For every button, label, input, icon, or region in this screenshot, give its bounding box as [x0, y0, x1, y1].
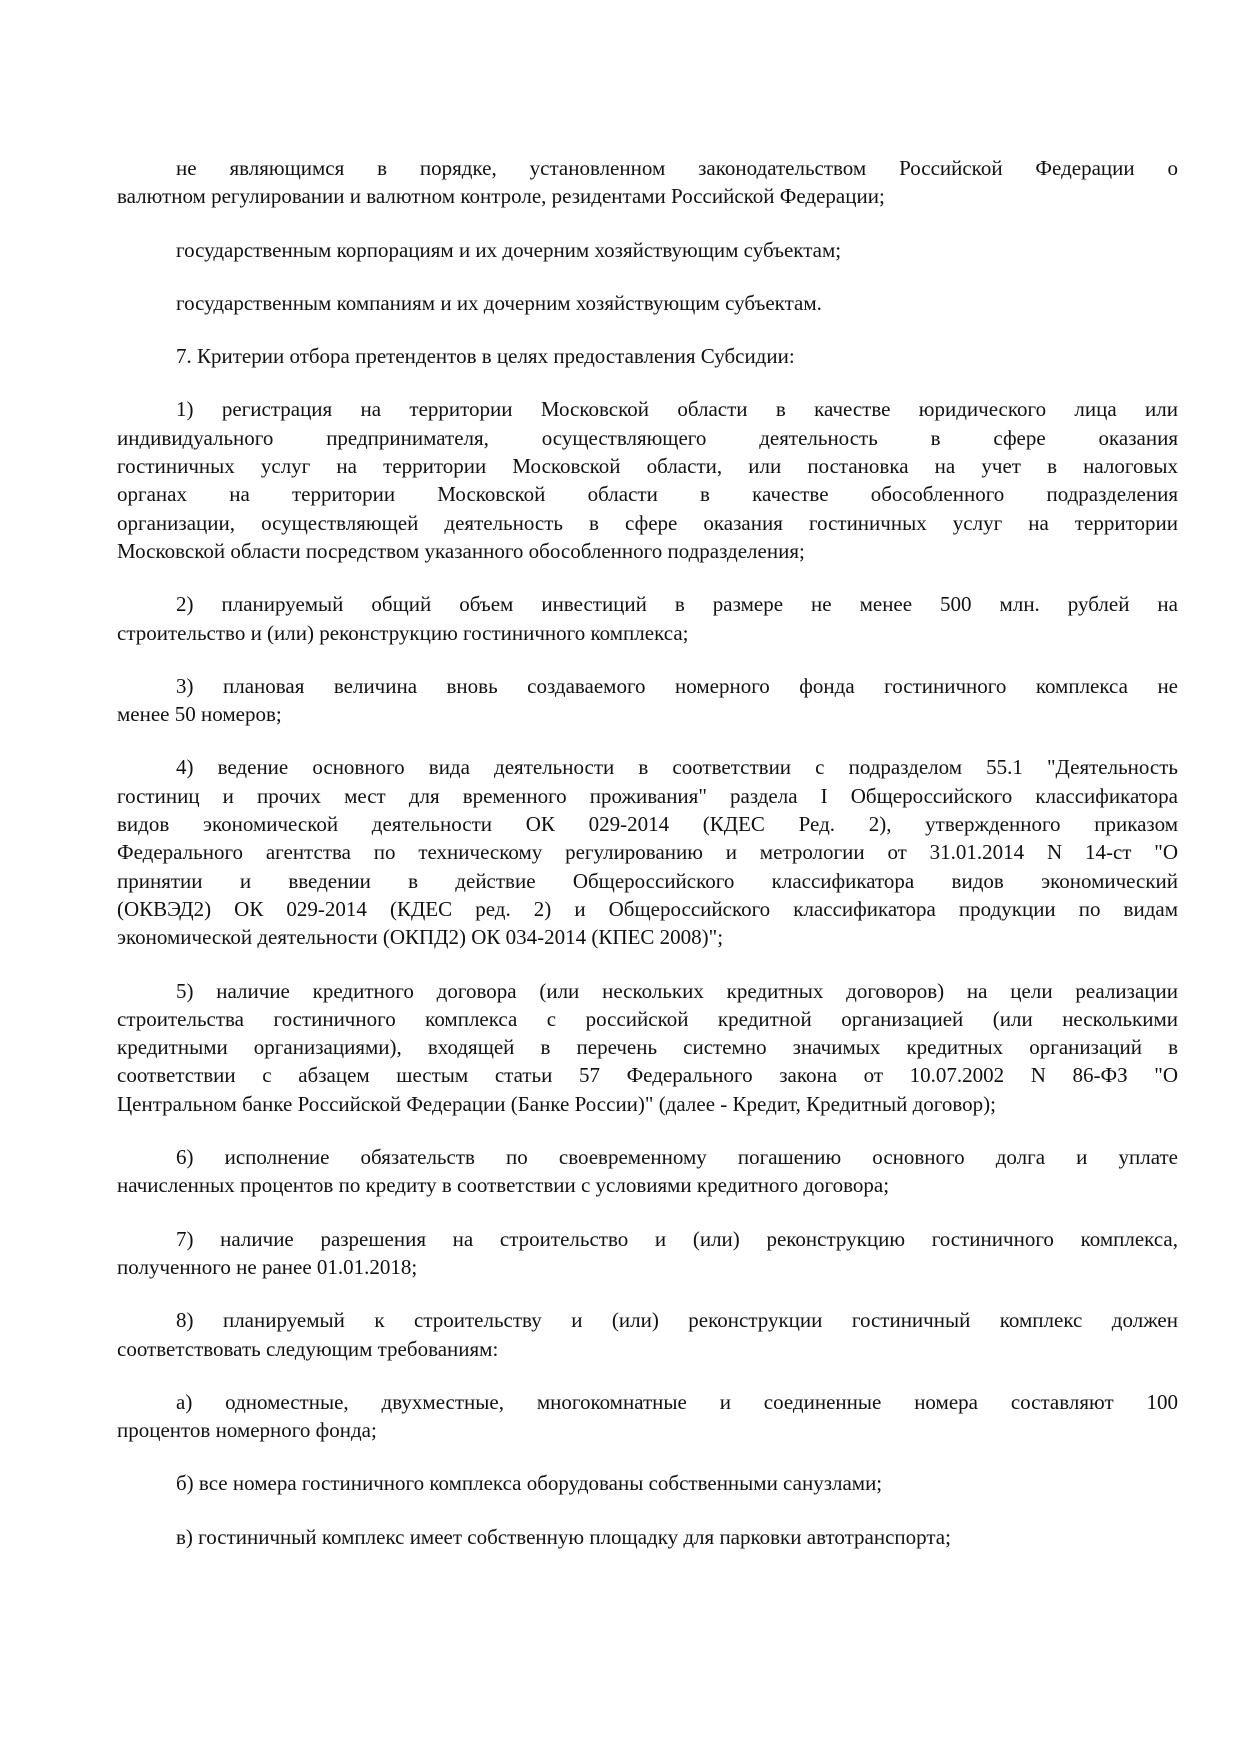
text-line: не являющимся в порядке, установленном законодательством Российской Федерации о	[176, 156, 1178, 180]
paragraph	[117, 590, 1178, 647]
text-line: государственным корпорациям и их дочерним хозяйствующим субъектам;	[176, 237, 842, 262]
text-line: а) одноместные, двухместные, многокомнатные и соединенные номера составляют 100	[176, 1389, 1178, 1414]
text-line: строительства гостиничного комплекса с российской кредитной организацией (или несколькими	[117, 1006, 1178, 1031]
paragraph	[117, 753, 1178, 951]
paragraph	[117, 1388, 1178, 1445]
text-line: 3) плановая величина вновь создаваемого номерного фонда гостиничного комплекса не	[176, 673, 1178, 698]
text-line: Московской области посредством указанного обособленного подразделения;	[117, 538, 805, 563]
text-line: 5) наличие кредитного договора (или нескольких кредитных договоров) на цели реализации	[176, 978, 1178, 1003]
text-line: 7) наличие разрешения на строительство и (или) реконструкцию гостиничного комплекса,	[176, 1226, 1178, 1251]
text-line: соответствии с абзацем шестым статьи 57 Федерального закона от 10.07.2002 N 86-ФЗ "О	[117, 1063, 1178, 1088]
text-line: б) все номера гостиничного комплекса оборудованы собственными санузлами;	[176, 1471, 883, 1496]
paragraph	[117, 1469, 1178, 1497]
text-line: процентов номерного фонда;	[117, 1418, 377, 1443]
text-line: менее 50 номеров;	[117, 702, 282, 727]
text-line: кредитными организациями), входящей в перечень системно значимых кредитных организаций в	[117, 1035, 1178, 1060]
text-line: 6) исполнение обязательств по своевременному погашению основного долга и уплате	[176, 1145, 1178, 1170]
text-line: 2) планируемый общий объем инвестиций в размере не менее 500 млн. рублей на	[176, 592, 1178, 617]
paragraph	[117, 672, 1178, 729]
text-line: соответствовать следующим требованиям:	[117, 1336, 499, 1361]
text-line: 7. Критерии отбора претендентов в целях предоставления Субсидии:	[176, 344, 795, 369]
text-line: 1) регистрация на территории Московской области в качестве юридического лица или	[176, 397, 1178, 422]
text-line: строительство и (или) реконструкцию гостиничного комплекса;	[117, 620, 689, 645]
paragraph	[117, 1523, 1178, 1551]
paragraph	[117, 289, 1178, 317]
text-line: Федерального агентства по техническому регулированию и метрологии от 31.01.2014 N 14-ст "О	[117, 840, 1178, 865]
text-line: организации, осуществляющей деятельность в сфере оказания гостиничных услуг на территории	[117, 510, 1178, 535]
paragraph	[117, 236, 1178, 264]
text-line: (ОКВЭД2) ОК 029-2014 (КДЕС ред. 2) и Общероссийского классификатора продукции по видам	[117, 896, 1178, 921]
text-line: Центральном банке Российской Федерации (Банке России)" (далее - Кредит, Кредитный договор);	[117, 1091, 996, 1116]
text-line: гостиничных услуг на территории Московской области, или постановка на учет в налоговых	[117, 454, 1178, 479]
text-line: органах на территории Московской области в качестве обособленного подразделения	[117, 482, 1178, 507]
text-line: экономической деятельности (ОКПД2) ОК 034-2014 (КПЕС 2008)";	[117, 925, 724, 950]
text-line: начисленных процентов по кредиту в соответствии с условиями кредитного договора;	[117, 1173, 890, 1198]
text-line: государственным компаниям и их дочерним хозяйствующим субъектам.	[176, 290, 822, 315]
text-line: гостиниц и прочих мест для временного проживания" раздела I Общероссийского классификатора	[117, 783, 1178, 808]
text-line: валютном регулировании и валютном контроле, резидентами Российской Федерации;	[117, 184, 885, 209]
paragraph	[117, 395, 1178, 565]
paragraph	[117, 1143, 1178, 1200]
paragraph	[117, 1225, 1178, 1282]
document-page	[117, 154, 1178, 1576]
paragraph	[117, 342, 1178, 370]
text-line: принятии и введении в действие Общероссийского классификатора видов экономический	[117, 868, 1178, 893]
paragraph	[117, 1306, 1178, 1363]
text-line: в) гостиничный комплекс имеет собственную площадку для парковки автотранспорта;	[176, 1524, 951, 1549]
text-line: видов экономической деятельности ОК 029-2014 (КДЕС Ред. 2), утвержденного приказом	[117, 812, 1178, 837]
text-line: 8) планируемый к строительству и (или) реконструкции гостиничный комплекс должен	[176, 1308, 1178, 1333]
text-line: индивидуального предпринимателя, осуществляющего деятельность в сфере оказания	[117, 425, 1178, 450]
text-line: полученного не ранее 01.01.2018;	[117, 1254, 418, 1279]
paragraph	[117, 154, 1178, 211]
text-line: 4) ведение основного вида деятельности в соответствии с подразделом 55.1 "Деятельность	[176, 755, 1178, 780]
paragraph	[117, 977, 1178, 1118]
